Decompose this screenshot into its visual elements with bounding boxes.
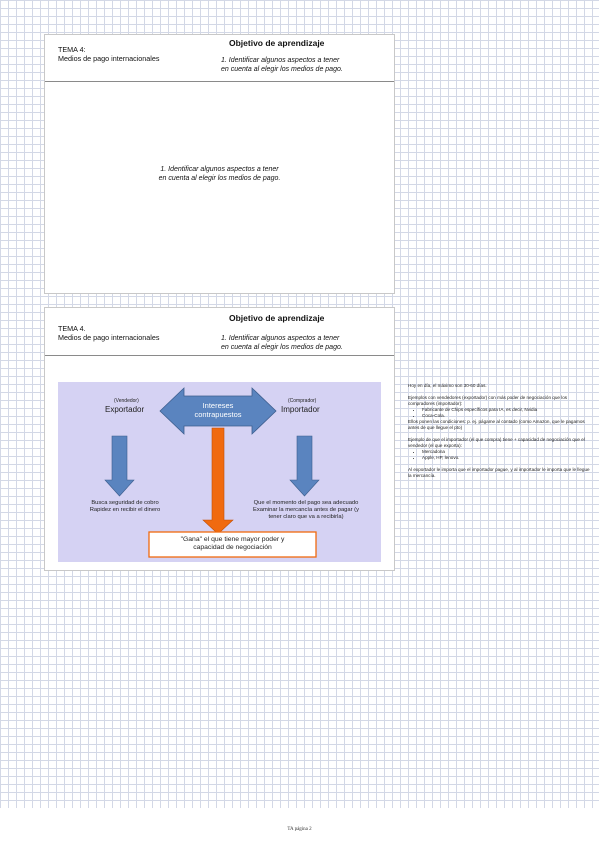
topic-number: TEMA 4. [58,324,86,333]
buyer-role-label: (Comprador) [288,398,317,404]
topic-label [58,45,160,63]
slide-header [45,35,394,81]
goal-line: Examinar la mercancía antes de pagar (y [252,507,359,513]
winner-line: capacidad de negociación [193,544,272,551]
winner-text [149,536,316,552]
note-list-item: • Fabricante de Chips específicos para IA, es decir, Nvidia [422,407,594,413]
seller-goals [85,500,165,514]
objective-line: en cuenta al elegir los medios de pago. [221,344,343,351]
opposing-interests-label [184,401,252,419]
seller-role-label: (Vendedor) [114,398,139,404]
note-text: Ejemplo de que el importador (el que compra) tiene + capacidad de negociación que el vendedor (el que exporta): [408,437,585,448]
note-text: Ellos ponen las condiciones: p. ej. págame al contado (como Amazon, que le pagamos antes de que llegue el pto) [408,419,585,430]
note-paragraph: Al exportador le importa que el importador pague, y al importador le importa que le llegue la mercancía. [408,467,590,478]
objective-title: Objetivo de aprendizaje [229,38,325,48]
slide-thumbnail-2[interactable] [45,308,394,570]
center-down-arrow [203,428,233,534]
objective-title: Objetivo de aprendizaje [229,313,325,323]
exporter-label: Exportador [105,405,145,414]
left-down-arrow [105,436,134,496]
note-list [408,449,594,461]
slide-thumbnail-1[interactable] [45,35,394,293]
slide-header [45,308,394,354]
note-paragraph [408,437,594,461]
buyer-goals [244,500,368,521]
header-divider [45,355,394,356]
negotiation-diagram [58,382,381,562]
objective-line: 1. Identificar algunos aspectos a tener [221,57,340,64]
winner-line: "Gana" el que tiene mayor poder y [180,536,285,543]
right-down-arrow [290,436,319,496]
topic-number: TEMA 4: [58,45,86,54]
body-line: 1. Identificar algunos aspectos a tener [160,166,279,173]
note-paragraph [408,395,594,431]
topic-name: Medios de pago internacionales [58,54,160,63]
center-line: contrapuestos [194,410,242,419]
goal-line: Rapidez en recibir el dinero [89,507,161,513]
goal-line: Busca seguridad de cobro [91,500,159,506]
body-line: en cuenta al elegir los medios de pago. [158,175,281,182]
slide-body-text [45,165,394,183]
page-footer: TA página 2 [287,827,312,832]
note-paragraph: Hoy en día, el máximo son 30-60 días. [408,383,487,388]
topic-name: Medios de pago internacionales [58,333,160,342]
note-list-item: • Coca-Cola. [422,413,594,419]
note-list-item: • Mercadona [422,449,594,455]
note-list-item: • Apple, HP, lenovo. [422,455,594,461]
center-line: Intereses [202,401,234,410]
goal-line: tener claro que va a recibirla) [268,514,344,520]
goal-line: Que el momento del pago sea adecuado [253,500,359,506]
objective-line: 1. Identificar algunos aspectos a tener [221,335,340,342]
objective-item [221,334,343,352]
objective-item [221,56,343,74]
note-list [408,407,594,419]
header-divider [45,81,394,82]
note-text: Ejemplos con vendedores (exportador) con más poder de negociación que los compradores (importador): [408,395,568,406]
topic-label [58,324,160,342]
importer-label: Importador [281,405,320,414]
slide-notes [408,383,594,485]
objective-line: en cuenta al elegir los medios de pago. [221,66,343,73]
